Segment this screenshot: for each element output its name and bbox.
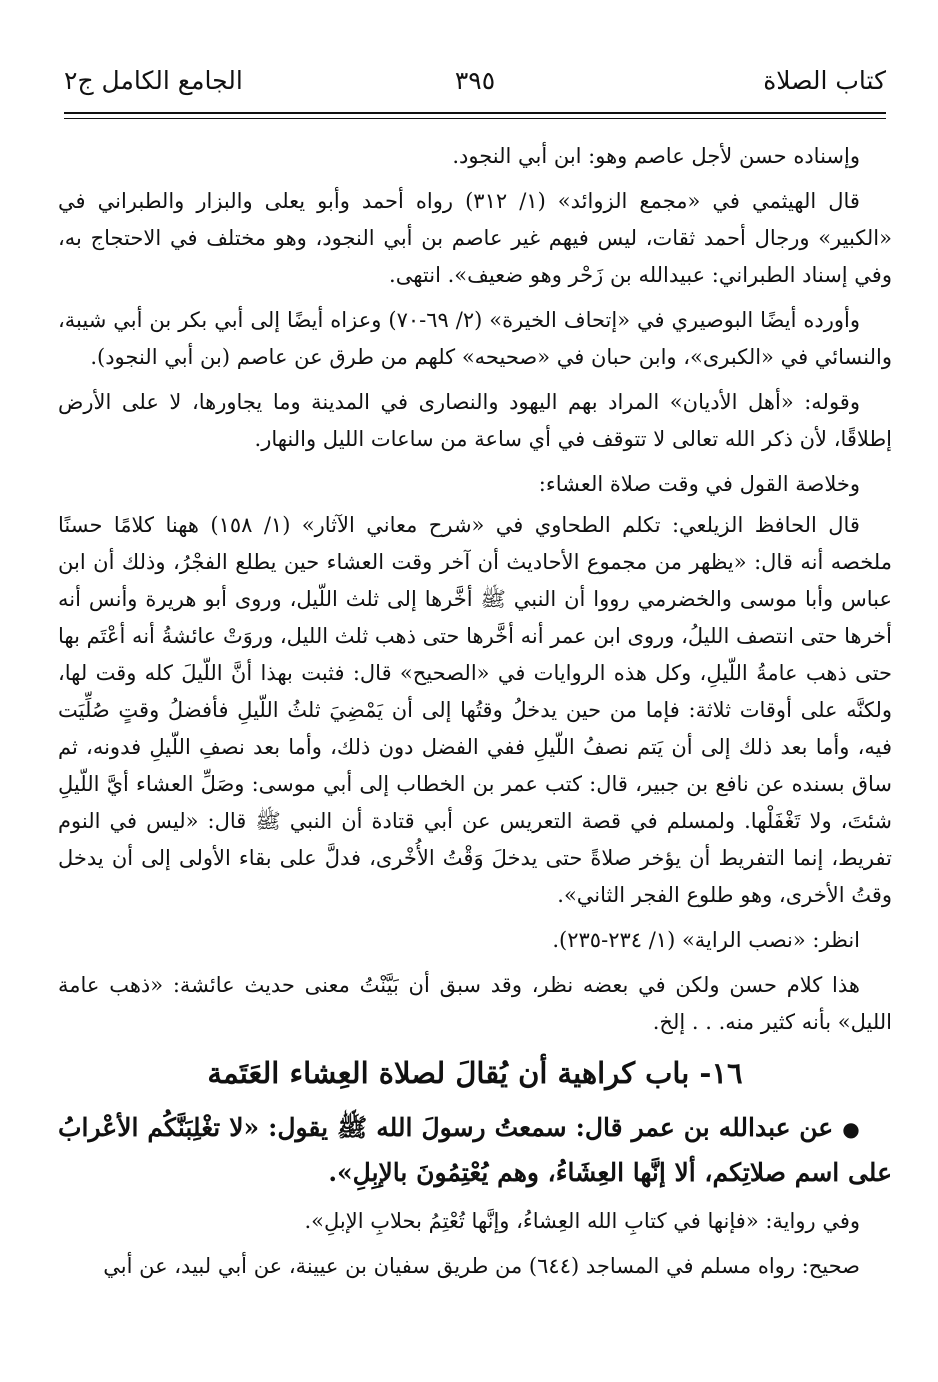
paragraph: وخلاصة القول في وقت صلاة العشاء: <box>538 472 860 496</box>
paragraph: هذا كلام حسن ولكن في بعضه نظر، وقد سبق أن بَيَّنْتُ معنى حديث عائشة: «ذهب عامة الليل» بأنه كثير منه. . . إلخ. <box>58 973 892 1034</box>
hadith-text <box>58 1106 892 1195</box>
page-number: ٣٩٥ <box>454 66 496 95</box>
page-header <box>64 66 886 106</box>
header-rule-thin <box>64 118 886 119</box>
paragraph: وقوله: «أهل الأديان» المراد بهم اليهود والنصارى في المدينة وما يجاورها، لا على الأرض إطلاقًا، لأن ذكر الله تعالى لا تتوقف في أي ساعة من ساعات الليل والنهار. <box>58 390 892 451</box>
hadith-body: عن عبدالله بن عمر قال: سمعتُ رسولَ الله ﷺ يقول: «لا تغْلِبَنَّكُم الأعْرابُ على اسم صلاتِكم، ألا إنَّها العِشَاءُ، وهم يُعْتِمُونَ بالإبِلِ». <box>58 1113 892 1187</box>
collection-title: الجامع الكامل ج٢ <box>64 66 243 95</box>
page-body <box>58 138 892 1293</box>
paragraph: انظر: «نصب الراية» (١/ ٢٣٤-٢٣٥). <box>552 928 860 952</box>
paragraph: قال الحافظ الزيلعي: تكلم الطحاوي في «شرح معاني الآثار» (١/ ١٥٨) ههنا كلامًا حسنًا ملخصه أنه قال: «يظهر من مجموع الأحاديث أن آخر وقت العشاء حين يطلع الفجْرُ، وذلك أن ابن عباس وأبا موسى والخضرمي رووا أن النبي ﷺ أخَّرها إلى ثلث اللّيل، وروى أبو هريرة وأنس أنه أخرها حتى انتصف الليلُ، وروى ابن عمر أنه أخَّرها حتى ذهب ثلث الليل، وروَتْ عائشةُ أنه أعْتَم بها حتى ذهب عامةُ اللّيلِ، وكل هذه الروايات في «الصحيح» قال: فثبت بهذا أنَّ اللّيلَ كله وقت لها، ولكنَّه على أوقات ثلاثة: فإما من حين يدخلُ وقتُها إلى أن يَمْضِيَ ثلثُ اللّيلِ فأفضلُ وقتٍ صُلِّيَت فيه، وأما بعد ذلك إلى أن يَتم نصفُ اللّيلِ ففي الفضل دون ذلك، وأما بعد نصفِ اللّيلِ فدونه، ثم ساق بسنده عن نافع بن جبير، قال: كتب عمر بن الخطاب إلى أبي موسى: وصَلِّ العشاء أيَّ اللّيلِ شئتَ، ولا تَغْفَلْها. ولمسلم في قصة التعريس عن أبي قتادة أن النبي ﷺ قال: «ليس في النوم تفريط، إنما التفريط أن يؤخر صلاةً حتى يدخلَ وَقْتُ الأُخْرى، فدلَّ على بقاء الأولى إلى أن يدخل وقتُ الأخرى، وهو طلوع الفجر الثاني». <box>58 513 892 907</box>
paragraph: قال الهيثمي في «مجمع الزوائد» (١/ ٣١٢) رواه أحمد وأبو يعلى والبزار والطبراني في «الكبير» ورجال أحمد ثقات، ليس فيهم غير عاصم بن أبي النجود، وهو مختلف في الاحتجاج به، وفي إسناد الطبراني: عبيدالله بن زَحْر وهو ضعيف». انتهى. <box>58 189 892 287</box>
book-title: كتاب الصلاة <box>763 66 886 95</box>
paragraph: وأورده أيضًا البوصيري في «إتحاف الخيرة» (٢/ ٦٩-٧٠) وعزاه أيضًا إلى أبي بكر بن أبي شيبة، والنسائي في «الكبرى»، وابن حبان في «صحيحه» كلهم من طرق عن عاصم (بن أبي النجود). <box>58 308 892 369</box>
section-title: ١٦- باب كراهية أن يُقالَ لصلاة العِشاء العَتَمة <box>207 1056 743 1090</box>
paragraph: وإسناده حسن لأجل عاصم وهو: ابن أبي النجود. <box>452 144 860 168</box>
paragraph: وفي رواية: «فإنها في كتابِ الله العِشاءُ، وإنَّها تُعْتِمُ بحلابِ الإبلِ». <box>304 1209 860 1233</box>
paragraph: صحيح: رواه مسلم في المساجد (٦٤٤) من طريق سفيان بن عيينة، عن أبي لبيد، عن أبي <box>103 1254 860 1278</box>
header-rule-thick <box>64 112 886 114</box>
bullet-icon: ● <box>842 1117 860 1141</box>
